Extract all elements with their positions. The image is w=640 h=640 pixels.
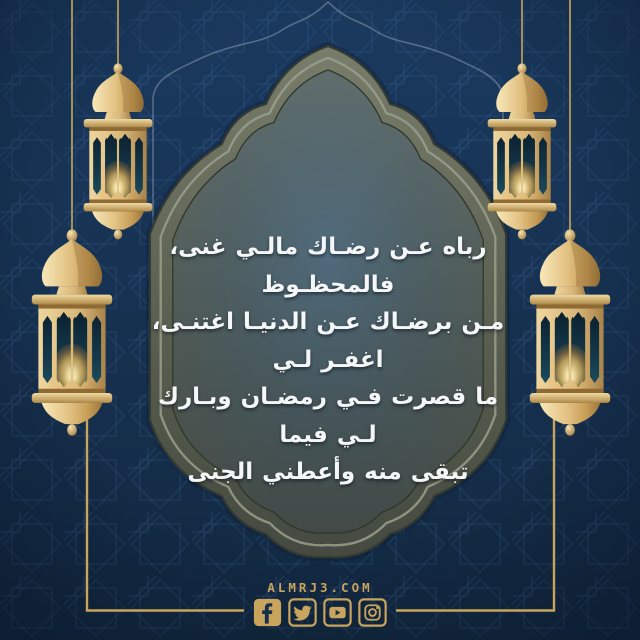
dua-line: مـن برضـاك عـن الدنيـا اغتنـى، اغفـر لـي (151, 309, 505, 373)
dua-line: رباه عـن رضـاك مالـي غنى، فالمحظـوظ (169, 234, 487, 298)
dua-text (143, 229, 513, 492)
facebook-icon[interactable] (253, 598, 282, 627)
social-icons-row (253, 598, 387, 627)
website-watermark: ALMRJ3.COM (267, 580, 373, 595)
dua-line: ما قصرت فـي رمضـان وبـارك لـي فيما (157, 384, 499, 448)
dua-line: تبقى منه وأعطني الجنى (187, 459, 469, 485)
instagram-icon[interactable] (358, 598, 387, 627)
twitter-icon[interactable] (288, 598, 317, 627)
youtube-icon[interactable] (323, 598, 352, 627)
